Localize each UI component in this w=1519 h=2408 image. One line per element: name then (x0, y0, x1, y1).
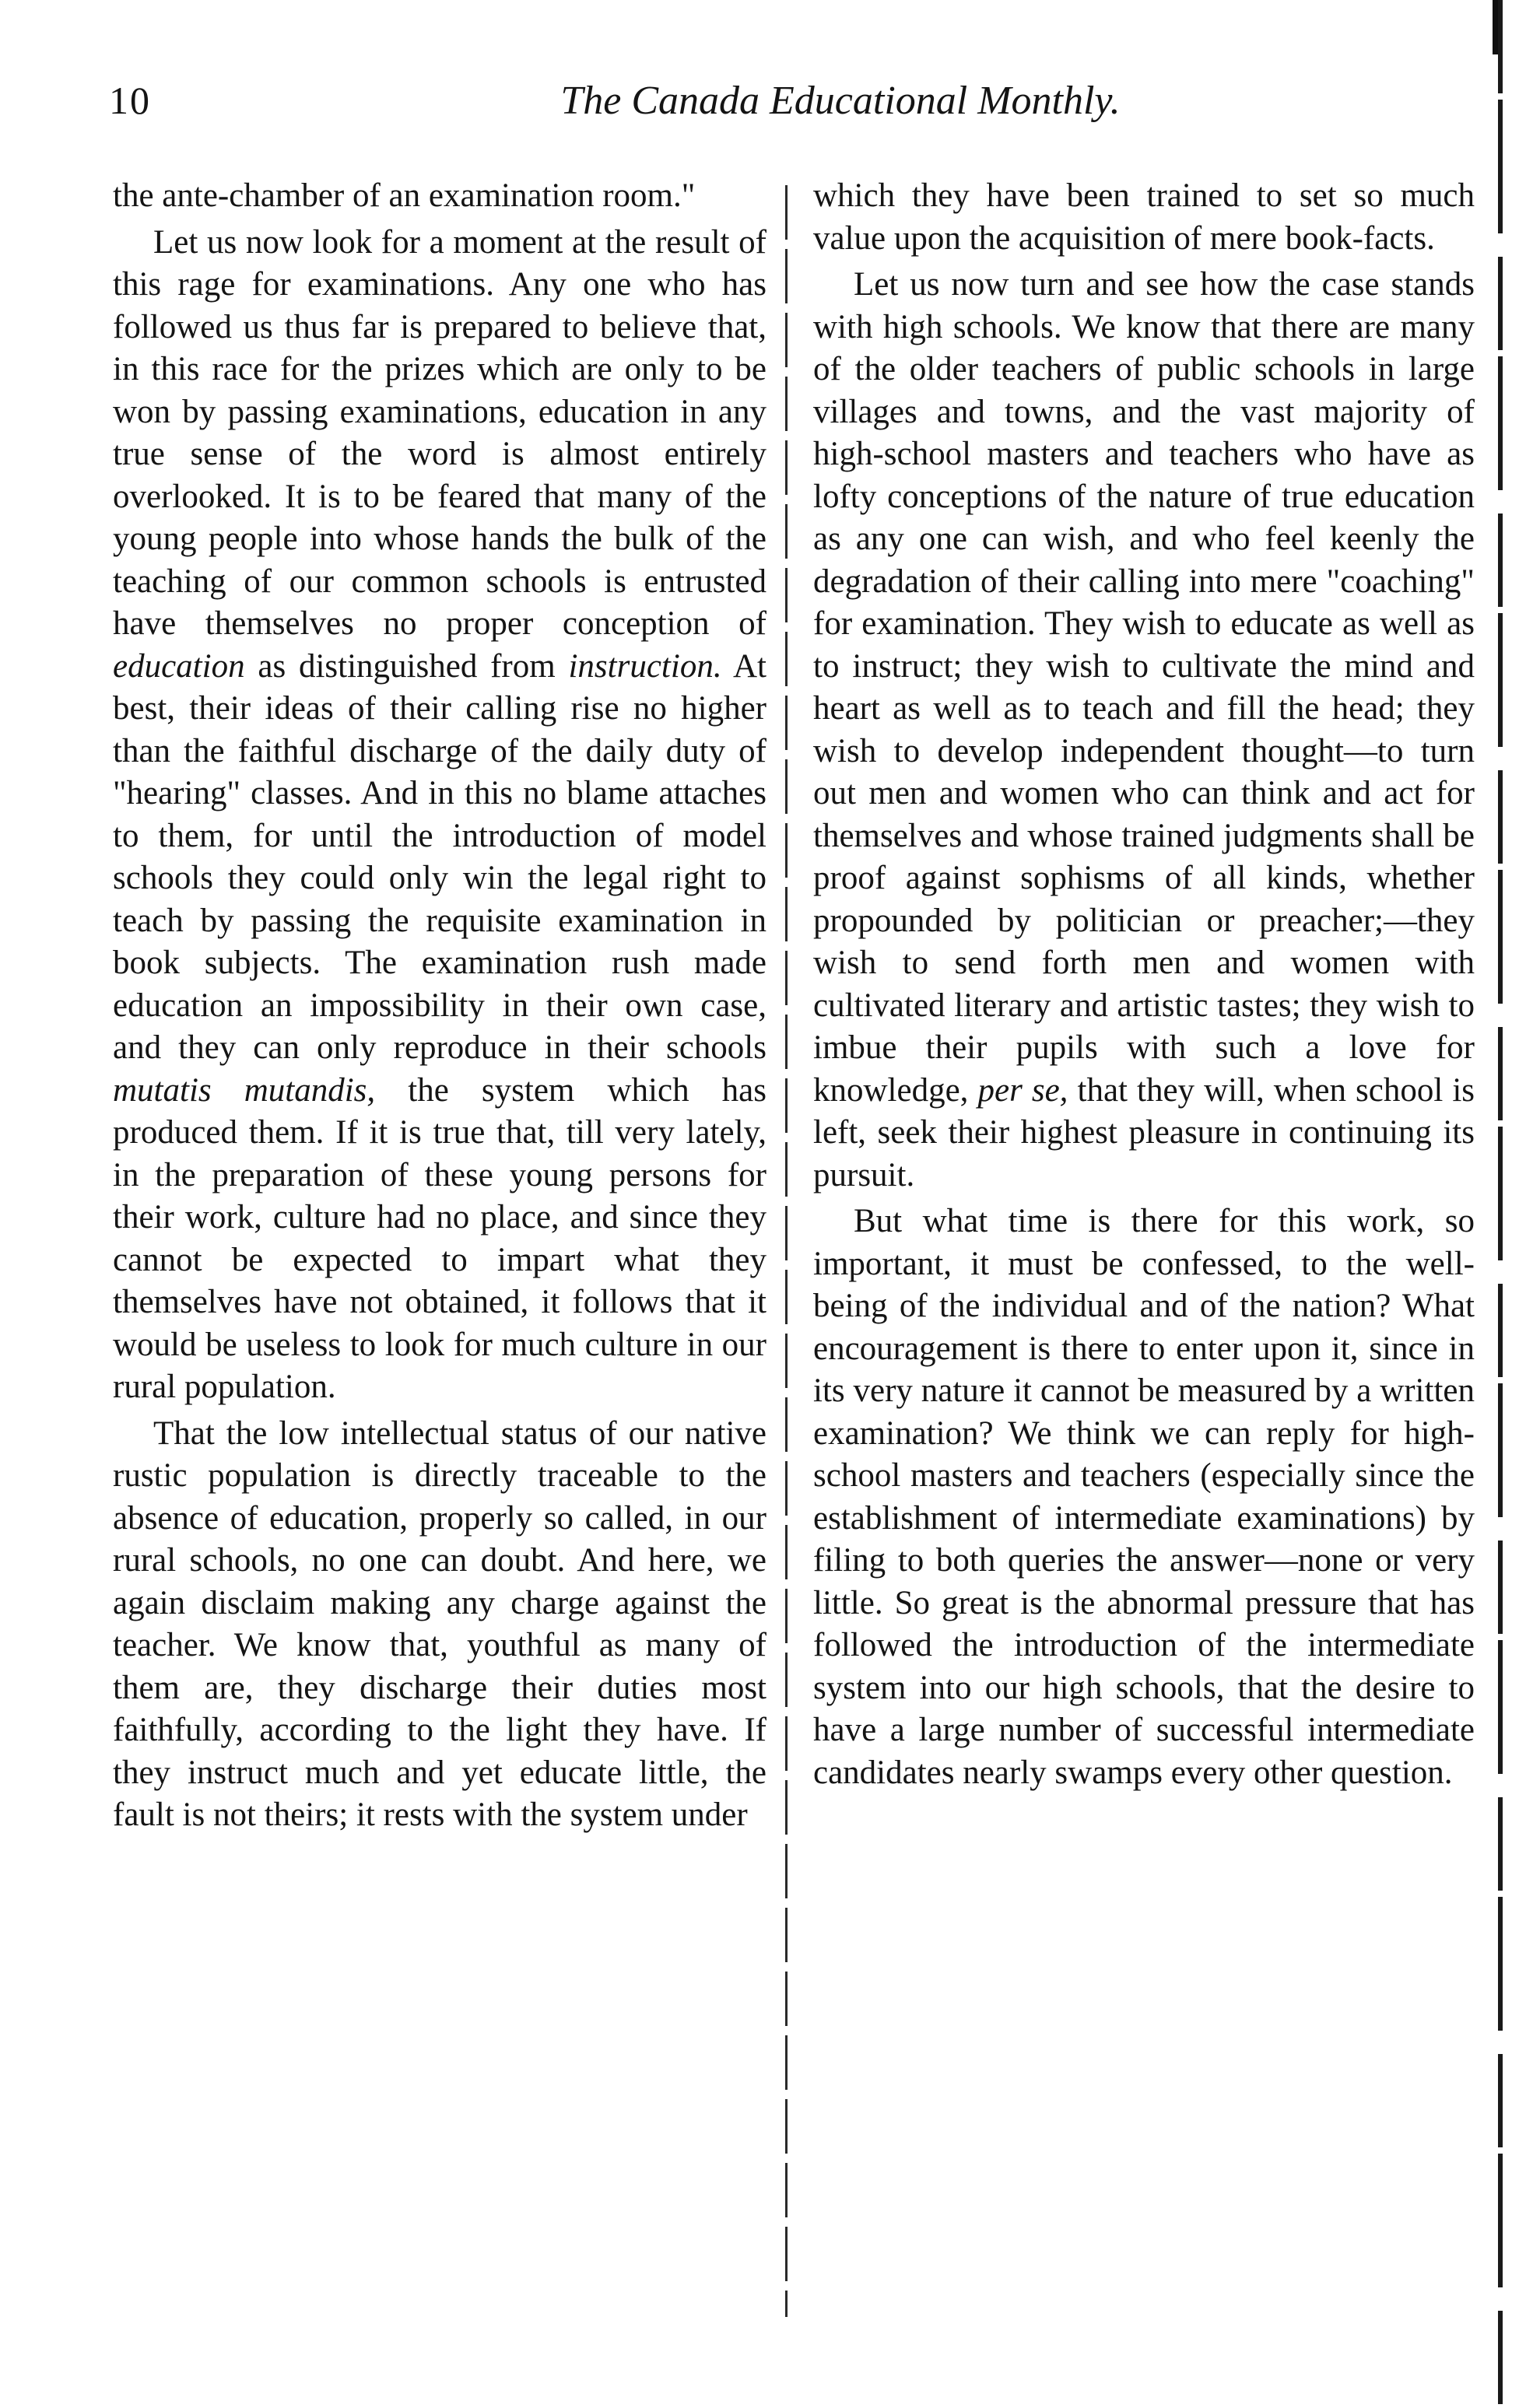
paragraph: That the low intellectual status of our native rustic population is directly traceable to the absence of education, properly so called, in our rural schools, no one can doubt. And here, we again disclaim making any charge against the teacher. We know that, youthful as many of them are, they discharge their duties most faithfully, according to the light they have. If they instruct much and yet educate little, the fault is not theirs; it rests with the system under (113, 1414, 767, 1833)
paragraph: which they have been trained to set so much value upon the acquisition of mere book-facts. (813, 177, 1475, 257)
italic-term: education (113, 647, 245, 685)
paragraph-text: Let us now turn and see how the case stands with high schools. We know that there are many of the older teachers of public schools in large villages and towns, and the vast majority of high-school masters and teachers who have as lofty conceptions of the nature of true education as any one can wish, and who feel keenly the degradation of their calling into mere "coaching" for examination. They wish to educate as well as to instruct; they wish to cultivate the mind and heart as well as to teach and fill the head; they wish to develop independent thought—to turn out men and women who can think and act for themselves and whose trained judgments shall be proof against sophisms of all kinds, whether propounded by politician or preacher;—they wish to send forth men and women with cultivated literary and artistic tastes; they wish to imbue their pupils with such a love for knowledge, (813, 266, 1475, 1109)
paragraph-text: the system which has produced them. If it is true that, till very lately, in the preparation of these young persons for their work, culture had no place, and since they cannot be expected to impart what they themselves have not obtained, it follows that it would be useless to look for much culture in our rural population. (113, 1071, 767, 1405)
column-divider (785, 185, 788, 2317)
paragraph: But what time is there for this work, so important, it must be confessed, to the well-being of the individual and of the nation? What encouragement is there to enter upon it, since in its very nature it cannot be measured by a written examination? We think we can reply for high-school masters and teachers (especially since the establishment of intermediate examinations) by filing to both queries the answer—none or very little. So great is the abnormal pressure that has followed the introduction of the intermediate system into our high schools, that the desire to have a large number of successful intermediate candidates nearly swamps every other question. (813, 1203, 1475, 1791)
paragraph-text: as distinguished from (244, 647, 569, 685)
italic-term: per se, (977, 1071, 1068, 1109)
page-header (109, 78, 1432, 140)
paragraph: the ante-chamber of an examination room." (113, 177, 696, 214)
paragraph-text: Let us now look for a moment at the result of this rage for examinations. Any one who has followed us thus far is prepared to believe that, in this race for the prizes which are only to be won by passing examinations, education in any true sense of the word is almost entirely overlooked. It is to be feared that many of the young people into whose hands the bulk of the teaching of our common schools is entrusted have themselves no proper conception of (113, 223, 767, 642)
paragraph-text: At best, their ideas of their calling rise no higher than the faithful discharge of the daily duty of "hearing" classes. And in this no blame attaches to them, for until the introduction of model schools they could only win the legal right to teach by passing the requisite examination in book subjects. The examination rush made education an impossibility in their own case, and they can only reproduce in their schools (113, 647, 767, 1066)
page-number: 10 (109, 79, 151, 122)
paragraph (113, 222, 767, 1409)
italic-term: instruction. (568, 647, 722, 685)
paragraph (813, 264, 1475, 1197)
scan-edge (1498, 0, 1503, 2408)
right-column (813, 175, 1475, 1798)
paragraph-text: that they will, when school is left, seek their highest pleasure in continuing its pursuit. (813, 1071, 1475, 1193)
left-column (113, 175, 767, 1841)
italic-term: mutatis mutandis, (113, 1071, 376, 1109)
running-title: The Canada Educational Monthly. (560, 79, 1121, 123)
